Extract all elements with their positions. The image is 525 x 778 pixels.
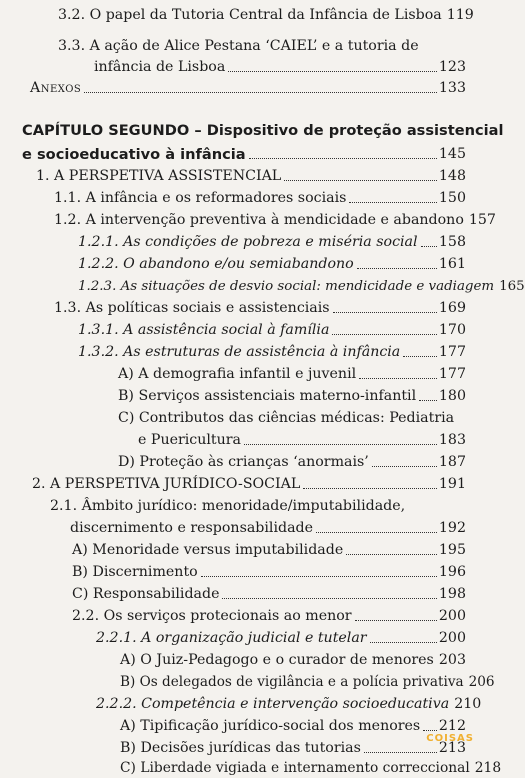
toc-entry-page: 191 xyxy=(439,475,466,494)
dot-leader xyxy=(423,730,437,731)
toc-entry xyxy=(78,343,466,362)
toc-entry-page: 212 xyxy=(439,717,466,736)
toc-entry-page: 119 xyxy=(447,6,474,25)
toc-entry xyxy=(78,255,466,274)
toc-entry-title: B) Decisões jurídicas das tutorias xyxy=(120,739,361,758)
toc-entry-page: 187 xyxy=(439,453,466,472)
toc-entry-title: C) Contributos das ciências médicas: Pediatria xyxy=(118,409,454,428)
toc-entry-page: 206 xyxy=(469,673,495,692)
toc-entry-title: 1. A PERSPETIVA ASSISTENCIAL xyxy=(36,167,281,186)
chapter-title: e socioeducativo à infância xyxy=(22,145,246,164)
toc-entry-page: 165 xyxy=(499,277,525,296)
toc-entry-title: 1.2. A intervenção preventiva à mendicidade e abandono xyxy=(54,211,464,230)
toc-entry-title: 1.1. A infância e os reformadores sociais xyxy=(54,189,346,208)
toc-entry-page: 145 xyxy=(439,145,466,164)
toc-entry-page: 123 xyxy=(439,58,466,77)
toc-entry xyxy=(36,167,466,186)
toc-entry-title: A) A demografia infantil e juvenil xyxy=(118,365,356,384)
toc-entry xyxy=(78,277,466,296)
toc-entry-page: 198 xyxy=(439,585,466,604)
toc-entry-title: Anexos xyxy=(30,79,81,98)
toc-entry-title: 1.3.1. A assistência social à família xyxy=(78,321,329,340)
dot-leader xyxy=(222,598,436,599)
dot-leader xyxy=(284,180,437,181)
toc-entry-title: discernimento e responsabilidade xyxy=(70,519,313,538)
toc-entry-page: 150 xyxy=(439,189,466,208)
toc-entry xyxy=(54,299,466,318)
toc-entry xyxy=(78,233,466,252)
toc-entry xyxy=(78,321,466,340)
toc-entry-title: B) Discernimento xyxy=(72,563,198,582)
dot-leader xyxy=(332,334,436,335)
toc-entry-page: 183 xyxy=(439,431,466,450)
toc-entry-page: 203 xyxy=(439,651,466,670)
toc-entry xyxy=(30,79,466,98)
dot-leader xyxy=(346,554,437,555)
toc-entry-title: 1.3.2. As estruturas de assistência à infância xyxy=(78,343,400,362)
watermark: COISAS xyxy=(426,733,474,744)
dot-leader xyxy=(370,642,437,643)
toc-entry-title: 1.2.2. O abandono e/ou semiabandono xyxy=(78,255,354,274)
toc-entry xyxy=(118,387,466,406)
toc-entry xyxy=(58,6,466,25)
toc-entry-title: D) Proteção às crianças ‘anormais’ xyxy=(118,453,369,472)
toc-entry xyxy=(94,58,466,77)
toc-entry xyxy=(72,585,466,604)
dot-leader xyxy=(403,356,437,357)
toc-entry xyxy=(118,365,466,384)
dot-leader xyxy=(364,752,437,753)
toc-entry-page: 218 xyxy=(475,759,501,778)
toc-entry-title: 2.2. Os serviços protecionais ao menor xyxy=(72,607,352,626)
toc-entry-page: 210 xyxy=(454,695,481,714)
toc-entry-title: A) Tipificação jurídico-social dos menores xyxy=(120,717,420,736)
toc-entry-title: A) Menoridade versus imputabilidade xyxy=(72,541,343,560)
toc-entry-title: C) Responsabilidade xyxy=(72,585,219,604)
toc-entry xyxy=(70,519,466,538)
toc-entry xyxy=(120,739,466,758)
toc-entry-title: 2.1. Âmbito jurídico: menoridade/imputabilidade, xyxy=(50,497,405,516)
toc-entry-page: 158 xyxy=(439,233,466,252)
dot-leader xyxy=(249,158,437,159)
toc-entry-page: 213 xyxy=(439,739,466,758)
toc-entry-title: 3.2. O papel da Tutoria Central da Infância de Lisboa xyxy=(58,6,442,25)
toc-entry-page: 148 xyxy=(439,167,466,186)
toc-entry xyxy=(118,453,466,472)
dot-leader xyxy=(355,620,437,621)
toc-entry-page: 192 xyxy=(439,519,466,538)
toc-entry xyxy=(120,673,466,692)
dot-leader xyxy=(84,92,437,93)
dot-leader xyxy=(316,532,437,533)
toc-entry-title: A) O Juiz-Pedagogo e o curador de menores xyxy=(120,651,434,670)
chapter-title: CAPÍTULO SEGUNDO – Dispositivo de proteção assistencial xyxy=(22,121,504,140)
toc-entry-title: 1.2.1. As condições de pobreza e miséria social xyxy=(78,233,418,252)
toc-entry-page: 157 xyxy=(469,211,496,230)
toc-entry xyxy=(72,541,466,560)
toc-entry xyxy=(72,607,466,626)
toc-entry xyxy=(120,651,466,670)
dot-leader xyxy=(228,71,437,72)
dot-leader xyxy=(349,202,437,203)
toc-entry-title: e Puericultura xyxy=(138,431,241,450)
toc-entry-page: 170 xyxy=(439,321,466,340)
toc-entry-page: 161 xyxy=(439,255,466,274)
toc-entry xyxy=(96,629,466,648)
toc-entry xyxy=(120,717,466,736)
dot-leader xyxy=(244,444,437,445)
toc-entry-title: 1.2.3. As situações de desvio social: mendicidade e vadiagem xyxy=(78,277,494,296)
toc-entry-title: 2.2.2. Competência e intervenção socioeducativa xyxy=(96,695,449,714)
toc-entry xyxy=(32,475,466,494)
dot-leader xyxy=(421,246,437,247)
toc-entry-title: 3.3. A ação de Alice Pestana ‘CAIEL’ e a tutoria de xyxy=(58,37,419,56)
toc-entry-title: B) Os delegados de vigilância e a polícia privativa xyxy=(120,673,464,692)
toc-entry-page: 200 xyxy=(439,629,466,648)
toc-entry xyxy=(22,145,466,164)
toc-entry-title: C) Liberdade vigiada e internamento correccional xyxy=(120,759,470,778)
toc-entry-page: 177 xyxy=(439,343,466,362)
toc-entry-title: B) Serviços assistenciais materno-infantil xyxy=(118,387,416,406)
dot-leader xyxy=(201,576,437,577)
toc-entry-title: infância de Lisboa xyxy=(94,58,225,77)
toc-entry xyxy=(72,563,466,582)
dot-leader xyxy=(357,268,437,269)
dot-leader xyxy=(303,488,437,489)
toc-entry-page: 177 xyxy=(439,365,466,384)
toc-entry-page: 196 xyxy=(439,563,466,582)
toc-entry-page: 169 xyxy=(439,299,466,318)
toc-entry-page: 133 xyxy=(439,79,466,98)
toc-entry xyxy=(96,695,466,714)
toc-entry xyxy=(54,189,466,208)
toc-entry xyxy=(120,759,466,778)
dot-leader xyxy=(359,378,437,379)
dot-leader xyxy=(419,400,437,401)
toc-entry-page: 180 xyxy=(439,387,466,406)
toc-entry-page: 200 xyxy=(439,607,466,626)
dot-leader xyxy=(372,466,437,467)
toc-entry-page: 195 xyxy=(439,541,466,560)
toc-entry xyxy=(138,431,466,450)
toc-entry xyxy=(54,211,466,230)
toc-entry-title: 1.3. As políticas sociais e assistenciais xyxy=(54,299,330,318)
toc-entry-title: 2. A PERSPETIVA JURÍDICO-SOCIAL xyxy=(32,475,300,494)
toc-entry-title: 2.2.1. A organização judicial e tutelar xyxy=(96,629,367,648)
dot-leader xyxy=(333,312,437,313)
